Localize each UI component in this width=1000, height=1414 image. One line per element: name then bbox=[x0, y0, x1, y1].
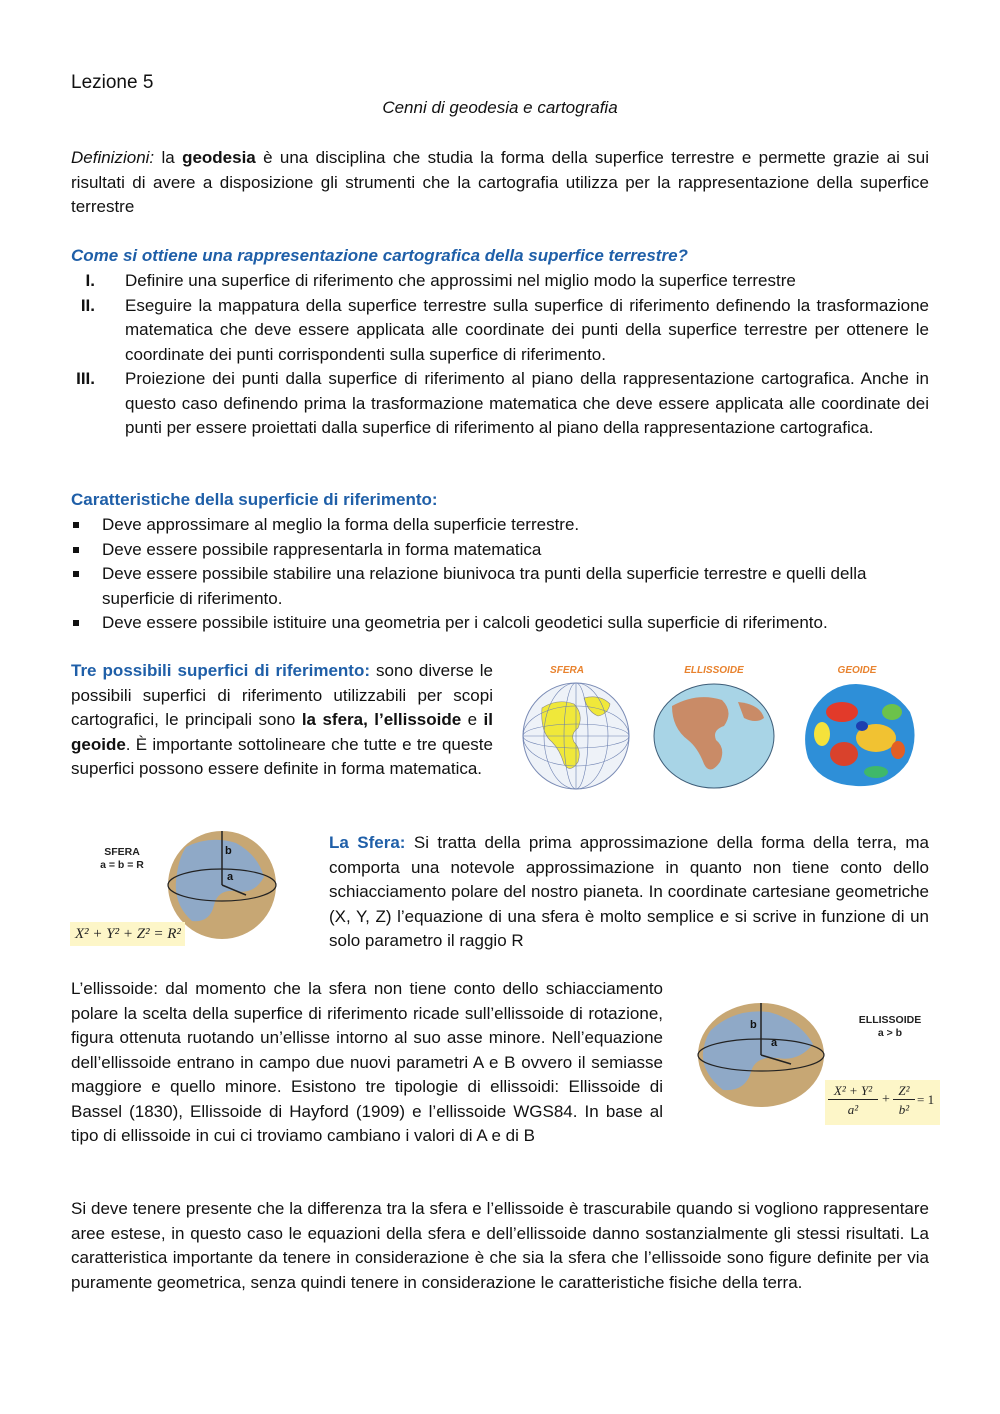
sphere-text: Si tratta della prima approssimazione della forma della terra, ma comporta una notevole approssimazione in quanto non tiene conto dello schiacciamento polare del nostro pianeta. In coordinate cartesiane geometriche (X, Y, Z) l’equazione di una sfera è molto semplice e si scrive in funzione di un solo parametro il raggio R bbox=[329, 833, 930, 950]
ellipsoid-diagram bbox=[695, 1000, 945, 1130]
square-bullet-icon bbox=[73, 547, 79, 553]
three-surfaces-heading: Tre possibili superfici di riferimento: bbox=[71, 661, 371, 680]
ellipsoid-diagram-title: ELLISSOIDE bbox=[858, 1014, 922, 1026]
square-bullet-icon bbox=[73, 571, 79, 577]
ellipsoid-formula bbox=[825, 1080, 940, 1125]
sphere-diagram-title: SFERA bbox=[104, 846, 140, 858]
characteristics-heading: Caratteristiche della superficie di riferimento: bbox=[71, 490, 438, 509]
question-heading: Come si ottiene una rappresentazione cartografica della superfice terrestre? bbox=[71, 246, 688, 265]
formula-denominator-1: a² bbox=[847, 1102, 859, 1117]
sphere-diagram bbox=[70, 825, 314, 947]
lesson-title: Lezione 5 bbox=[71, 72, 154, 93]
three-surfaces-figure bbox=[512, 660, 932, 792]
formula-numerator-1: X² + Y² bbox=[828, 1083, 878, 1100]
characteristic-text: Deve essere possibile istituire una geometria per i calcoli geodetici sulla superficie di riferimento. bbox=[102, 613, 828, 632]
characteristic-text: Deve essere possibile rappresentarla in forma matematica bbox=[102, 539, 542, 559]
characteristic-item bbox=[71, 538, 941, 563]
sfera-caption: SFERA bbox=[550, 665, 584, 676]
formula-denominator-2: b² bbox=[898, 1102, 910, 1117]
document-subtitle: Cenni di geodesia e cartografia bbox=[382, 98, 618, 117]
ellissoide-caption: ELLISSOIDE bbox=[684, 665, 744, 676]
characteristic-item bbox=[71, 562, 941, 611]
definitions-paragraph bbox=[71, 146, 929, 220]
ellipsoid-paragraph: L’ellissoide: dal momento che la sfera non tiene conto dello schiacciamento polare la scelta della superfice di riferimento ricade sull’ellissoide di rotazione, figura ottenuta ruotando un’ellisse intorno al suo asse minore. Nell’equazione dell’ellissoide entrano in campo due nuovi parametri A e B ovvero il semiasse maggiore e quello minore. Esistono tre tipologie di ellissoidi: Ellissoide di Bassel (1830), Ellissoide di Hayford (1909) e l’ellissoide WGS84. In base al tipo di ellissoide in cui ci troviamo cambiano i valori di A e di B bbox=[71, 979, 663, 1145]
three-surfaces-text: sono diverse le possibili superfici di riferimento utilizzabili per scopi cartografici, le principali sono bbox=[71, 661, 493, 729]
formula-numerator-2: Z² bbox=[893, 1083, 915, 1100]
ellipsoid-axes-globe-icon bbox=[695, 1000, 827, 1110]
geoide-caption: GEOIDE bbox=[837, 665, 877, 676]
sphere-diagram-sub: a = b = R bbox=[100, 859, 144, 871]
geodesia-term: geodesia bbox=[182, 148, 256, 167]
characteristic-item bbox=[71, 513, 941, 538]
characteristics-list bbox=[71, 513, 941, 636]
sphere-paragraph bbox=[329, 831, 929, 954]
three-surfaces-paragraph bbox=[71, 659, 493, 782]
geoid-globe-icon bbox=[805, 684, 914, 786]
sphere-axis-b-label: b bbox=[225, 845, 232, 857]
step-number: I. bbox=[85, 271, 95, 290]
square-bullet-icon bbox=[73, 522, 79, 528]
definitions-body: è una disciplina che studia la forma della superfice terrestre e permette grazie ai sui risultati di avere a disposizione gli strumenti che la cartografia utilizza per la rappresentazione della superfice terrestre bbox=[71, 148, 929, 216]
characteristic-text: Deve essere possibile stabilire una relazione biunivoca tra punti della superficie terrestre e quelli della superficie di riferimento. bbox=[102, 564, 867, 608]
sphere-formula: X² + Y² + Z² = R² bbox=[70, 922, 185, 946]
sphere-ellipsoid-term: la sfera, l’ellissoide bbox=[301, 710, 462, 729]
step-text: Proiezione dei punti dalla superfice di riferimento al piano della rappresentazione cartografica. Anche in questo caso definendo prima la trasformazione matematica che deve essere applicata alle coordinate dei punti per essere proiettati dalla superfice di riferimento al piano della rappresentazione cartografica. bbox=[125, 369, 929, 437]
characteristic-text: Deve approssimare al meglio la forma della superficie terrestre. bbox=[102, 515, 580, 534]
globes-illustration bbox=[512, 678, 932, 792]
sphere-globe-icon bbox=[523, 683, 629, 789]
formula-plus: + bbox=[882, 1092, 890, 1107]
ellipsoid-axis-b-label: b bbox=[750, 1019, 757, 1031]
step-number: II. bbox=[80, 295, 95, 315]
step-item bbox=[71, 269, 929, 294]
conclusion-paragraph: Si deve tenere presente che la differenza tra la sfera e l’ellissoide è trascurabile quando si vogliono rappresentare aree estese, in questo caso le equazioni della sfera e dell’ellissoide danno sostanzialmente gli stessi risultati. La caratteristica importante da tenere in considerazione è che sia la sfera che l’ellissoide sono figure definite per via puramente geometrica, senza quindi tenere in considerazione le caratteristiche fisiche della terra. bbox=[71, 1199, 929, 1292]
three-surfaces-connector: e bbox=[461, 710, 484, 729]
definitions-pre: la bbox=[154, 148, 183, 167]
step-item bbox=[71, 367, 929, 441]
sphere-axis-a-label: a bbox=[227, 871, 234, 883]
geoid-term: il geoide bbox=[71, 710, 493, 754]
step-text: Definire una superfice di riferimento che approssimi nel miglio modo la superfice terrestre bbox=[125, 271, 796, 290]
characteristic-item bbox=[71, 611, 941, 636]
three-surfaces-text-end: . È importante sottolineare che tutte e tre queste superfici possono essere definite in forma matematica. bbox=[71, 734, 493, 778]
step-item bbox=[71, 294, 929, 368]
step-text: Eseguire la mappatura della superfice terrestre sulla superfice di riferimento definendo la trasformazione matematica che deve essere applicata alle coordinate dei punti della superfice terrestre per ottenere le coordinate dei punti corrispondenti sulla superfice di riferimento. bbox=[125, 295, 929, 364]
sphere-heading: La Sfera: bbox=[329, 833, 406, 852]
square-bullet-icon bbox=[73, 620, 79, 626]
ellipsoid-globe-icon bbox=[654, 684, 774, 788]
formula-equals: = 1 bbox=[917, 1092, 935, 1107]
ellipsoid-axis-a-label: a bbox=[771, 1037, 778, 1049]
step-number: III. bbox=[76, 369, 95, 388]
steps-list bbox=[71, 269, 929, 441]
ellipsoid-diagram-sub: a > b bbox=[877, 1027, 903, 1039]
definitions-label: Definizioni: bbox=[71, 148, 155, 167]
